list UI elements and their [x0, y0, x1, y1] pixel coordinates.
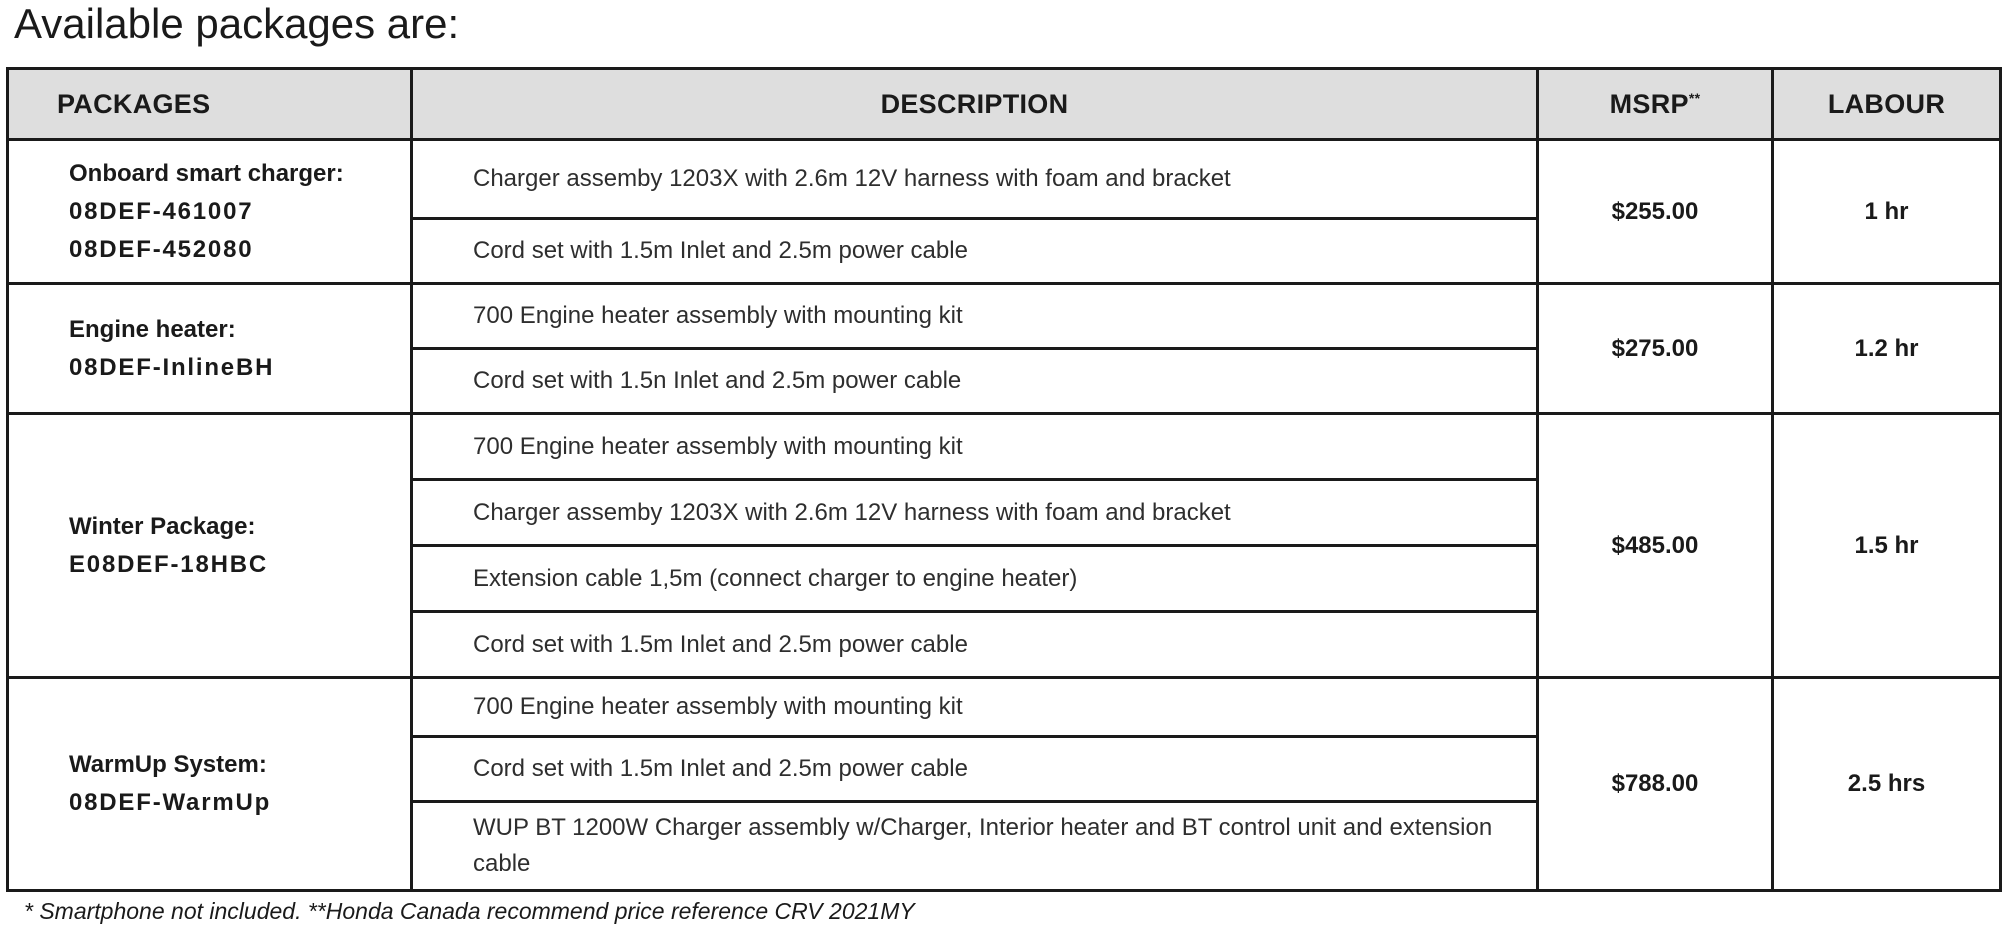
package-code: 08DEF-InlineBH	[69, 353, 275, 381]
msrp-cell: $275.00	[1538, 284, 1773, 414]
header-msrp-label: MSRP	[1609, 88, 1689, 119]
package-name: Winter Package:	[69, 512, 256, 540]
package-cell	[8, 284, 412, 414]
page-title: Available packages are:	[14, 0, 460, 47]
package-name: WarmUp System:	[69, 751, 267, 778]
description-cell: Cord set with 1.5m Inlet and 2.5m power cable	[412, 737, 1538, 802]
header-labour: LABOUR	[1773, 69, 2001, 140]
labour-cell: 1.2 hr	[1773, 284, 2001, 414]
header-description: DESCRIPTION	[412, 69, 1538, 140]
labour-cell: 1.5 hr	[1773, 414, 2001, 678]
header-msrp	[1538, 69, 1773, 140]
description-cell: Cord set with 1.5m Inlet and 2.5m power cable	[412, 612, 1538, 678]
table-header-row	[8, 69, 2001, 140]
table-row	[8, 140, 2001, 219]
package-code: 08DEF-WarmUp	[69, 789, 272, 816]
labour-cell: 1 hr	[1773, 140, 2001, 284]
package-cell	[8, 678, 412, 891]
footnote: * Smartphone not included. **Honda Canada recommend price reference CRV 2021MY	[24, 898, 915, 924]
package-code: 08DEF-461007	[69, 197, 254, 225]
description-cell: Charger assemby 1203X with 2.6m 12V harness with foam and bracket	[412, 480, 1538, 546]
msrp-cell: $485.00	[1538, 414, 1773, 678]
description-cell: 700 Engine heater assembly with mounting kit	[412, 414, 1538, 480]
msrp-cell: $255.00	[1538, 140, 1773, 284]
package-code: 08DEF-452080	[69, 235, 254, 263]
package-code: E08DEF-18HBC	[69, 550, 268, 578]
package-name: Onboard smart charger:	[69, 159, 344, 187]
description-cell: WUP BT 1200W Charger assembly w/Charger, Interior heater and BT control unit and extension cable	[412, 802, 1538, 891]
table-row	[8, 414, 2001, 480]
labour-cell: 2.5 hrs	[1773, 678, 2001, 891]
description-cell: Extension cable 1,5m (connect charger to engine heater)	[412, 546, 1538, 612]
description-cell: 700 Engine heater assembly with mounting kit	[412, 678, 1538, 737]
package-cell	[8, 140, 412, 284]
header-msrp-marker: **	[1688, 89, 1701, 106]
package-name: Engine heater:	[69, 315, 236, 343]
description-cell: Charger assemby 1203X with 2.6m 12V harness with foam and bracket	[412, 140, 1538, 219]
table-row	[8, 284, 2001, 349]
header-packages: PACKAGES	[8, 69, 412, 140]
msrp-cell: $788.00	[1538, 678, 1773, 891]
description-cell: Cord set with 1.5n Inlet and 2.5m power cable	[412, 349, 1538, 414]
package-cell	[8, 414, 412, 678]
description-cell: 700 Engine heater assembly with mounting kit	[412, 284, 1538, 349]
packages-table	[6, 67, 2002, 892]
table-row	[8, 678, 2001, 737]
description-cell: Cord set with 1.5m Inlet and 2.5m power cable	[412, 219, 1538, 284]
